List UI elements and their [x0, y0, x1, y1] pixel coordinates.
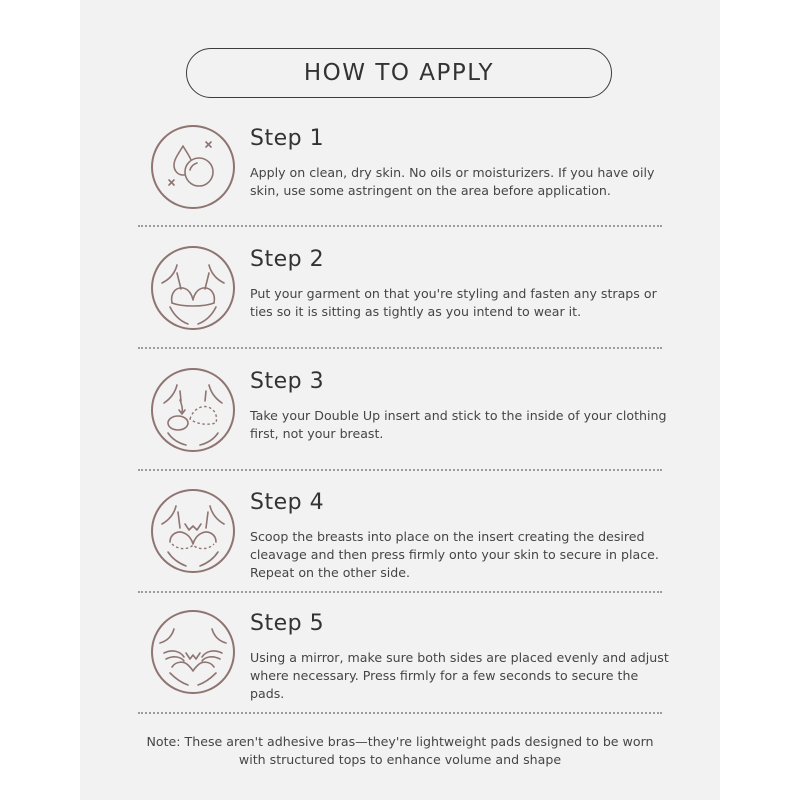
step-3-description: Take your Double Up insert and stick to the inside of your clothing first, not your breast. — [250, 408, 667, 441]
garment-torso-icon — [150, 245, 236, 331]
divider — [138, 591, 662, 593]
divider — [138, 712, 662, 714]
page-title — [186, 48, 612, 98]
step-1-description: Apply on clean, dry skin. No oils or moisturizers. If you have oily skin, use some astringent on the area before application. — [250, 165, 655, 198]
step-2 — [150, 245, 670, 335]
divider — [138, 469, 662, 471]
step-2-description: Put your garment on that you're styling and fasten any straps or ties so it is sitting as tightly as you intend to wear it. — [250, 286, 657, 319]
step-1 — [150, 124, 670, 214]
hands-press-icon — [150, 609, 236, 695]
step-5-heading: Step 5 — [250, 611, 325, 636]
scoop-cleavage-icon — [150, 488, 236, 574]
step-4-description: Scoop the breasts into place on the insert creating the desired cleavage and then press firmly onto your skin to secure in place. Repeat on the other side. — [250, 529, 659, 580]
page-title-text: HOW TO APPLY — [303, 60, 495, 86]
insert-placement-icon — [150, 367, 236, 453]
step-4-heading: Step 4 — [250, 490, 325, 515]
divider — [138, 347, 662, 349]
footnote: Note: These aren't adhesive bras—they're lightweight pads designed to be worn with structured tops to enhance volume and shape — [146, 734, 654, 767]
step-3 — [150, 367, 670, 457]
water-drop-circle-icon — [150, 124, 236, 210]
step-5 — [150, 609, 670, 699]
step-3-heading: Step 3 — [250, 369, 325, 394]
step-4 — [150, 488, 670, 578]
step-2-heading: Step 2 — [250, 247, 325, 272]
step-1-heading: Step 1 — [250, 126, 325, 151]
step-5-description: Using a mirror, make sure both sides are placed evenly and adjust where necessary. Press firmly for a few seconds to secure the pads. — [250, 650, 669, 701]
divider — [138, 225, 662, 227]
